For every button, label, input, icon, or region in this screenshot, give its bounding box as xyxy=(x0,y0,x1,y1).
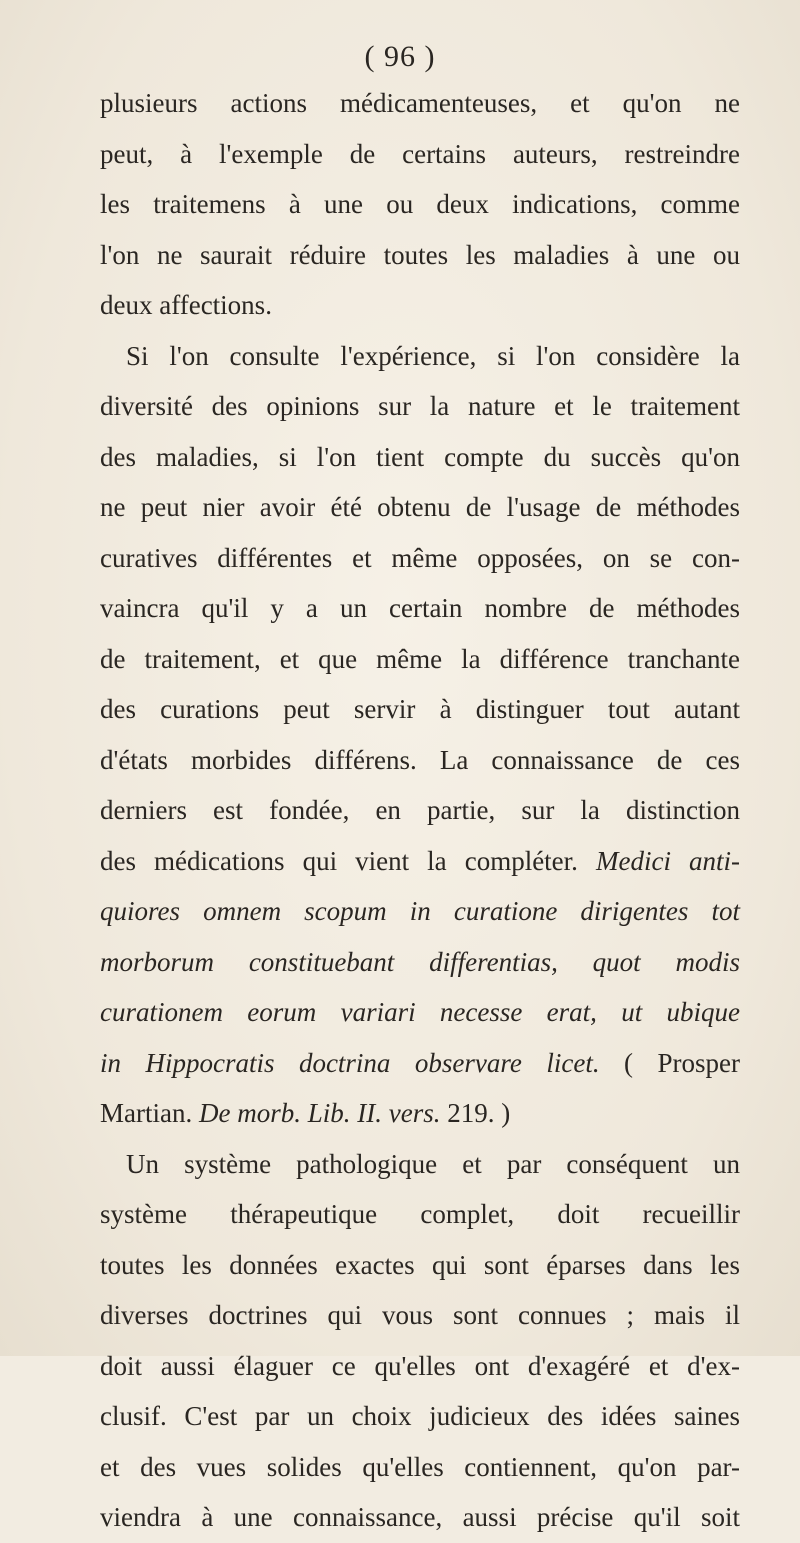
body-text xyxy=(100,78,740,1543)
citation-work: De morb. Lib. II. vers. xyxy=(198,1098,441,1128)
paragraph-start: Un système pathologique et par conséquent un xyxy=(126,1148,740,1179)
latin-quote: in Hippocratis doctrina observare licet. xyxy=(100,1047,600,1078)
paragraph-start: Si l'on consulte l'expérience, si l'on considère la xyxy=(126,340,740,371)
text-run: des médications qui vient la compléter. xyxy=(100,845,578,876)
text-line: vaincra qu'il y a un certain nombre de méthodes xyxy=(100,593,740,623)
text-line: peut, à l'exemple de certains auteurs, restreindre xyxy=(100,138,740,169)
text-line: de traitement, et que même la différence tranchante xyxy=(100,643,740,674)
text-line: des curations peut servir à distinguer tout autant xyxy=(100,694,740,724)
text-line: curatives différentes et même opposées, on se con- xyxy=(100,542,740,573)
text-line: plusieurs actions médicamenteuses, et qu'on ne xyxy=(100,88,740,118)
text-line: deux affections. xyxy=(100,290,272,320)
text-line-mixed xyxy=(100,1038,740,1089)
citation-number: 219. ) xyxy=(447,1098,511,1128)
citation-text: ( Prosper xyxy=(624,1047,740,1078)
latin-quote-line: morborum constituebant differentias, quot modis xyxy=(100,946,740,977)
citation-line xyxy=(100,1088,740,1139)
text-line: clusif. C'est par un choix judicieux des idées saines xyxy=(100,1401,740,1431)
latin-quote-line: quiores omnem scopum in curatione dirigentes tot xyxy=(100,896,740,926)
text-line: ne peut nier avoir été obtenu de l'usage de méthodes xyxy=(100,492,740,522)
text-line: diversité des opinions sur la nature et le traitement xyxy=(100,391,740,421)
text-line-mixed xyxy=(100,836,740,887)
text-line: toutes les données exactes qui sont éparses dans les xyxy=(100,1249,740,1280)
text-line: doit aussi élaguer ce qu'elles ont d'exagéré et d'ex- xyxy=(100,1350,740,1381)
latin-quote-line: curationem eorum variari necesse erat, ut ubique xyxy=(100,997,740,1027)
text-line: d'états morbides différens. La connaissance de ces xyxy=(100,744,740,775)
citation-author: Martian. xyxy=(100,1098,193,1128)
page-number: ( 96 ) xyxy=(364,40,436,73)
latin-quote: Medici anti- xyxy=(595,845,740,876)
text-line: les traitemens à une ou deux indications, comme xyxy=(100,189,740,219)
text-line: des maladies, si l'on tient compte du succès qu'on xyxy=(100,441,740,472)
text-line: système thérapeutique complet, doit recueillir xyxy=(100,1199,740,1229)
text-line: derniers est fondée, en partie, sur la distinction xyxy=(100,795,740,825)
text-line: et des vues solides qu'elles contiennent, qu'on par- xyxy=(100,1451,740,1482)
text-line: l'on ne saurait réduire toutes les maladies à une ou xyxy=(100,239,740,270)
text-line: viendra à une connaissance, aussi précise qu'il soit xyxy=(100,1502,740,1532)
text-line: diverses doctrines qui vous sont connues ; mais il xyxy=(100,1300,740,1330)
